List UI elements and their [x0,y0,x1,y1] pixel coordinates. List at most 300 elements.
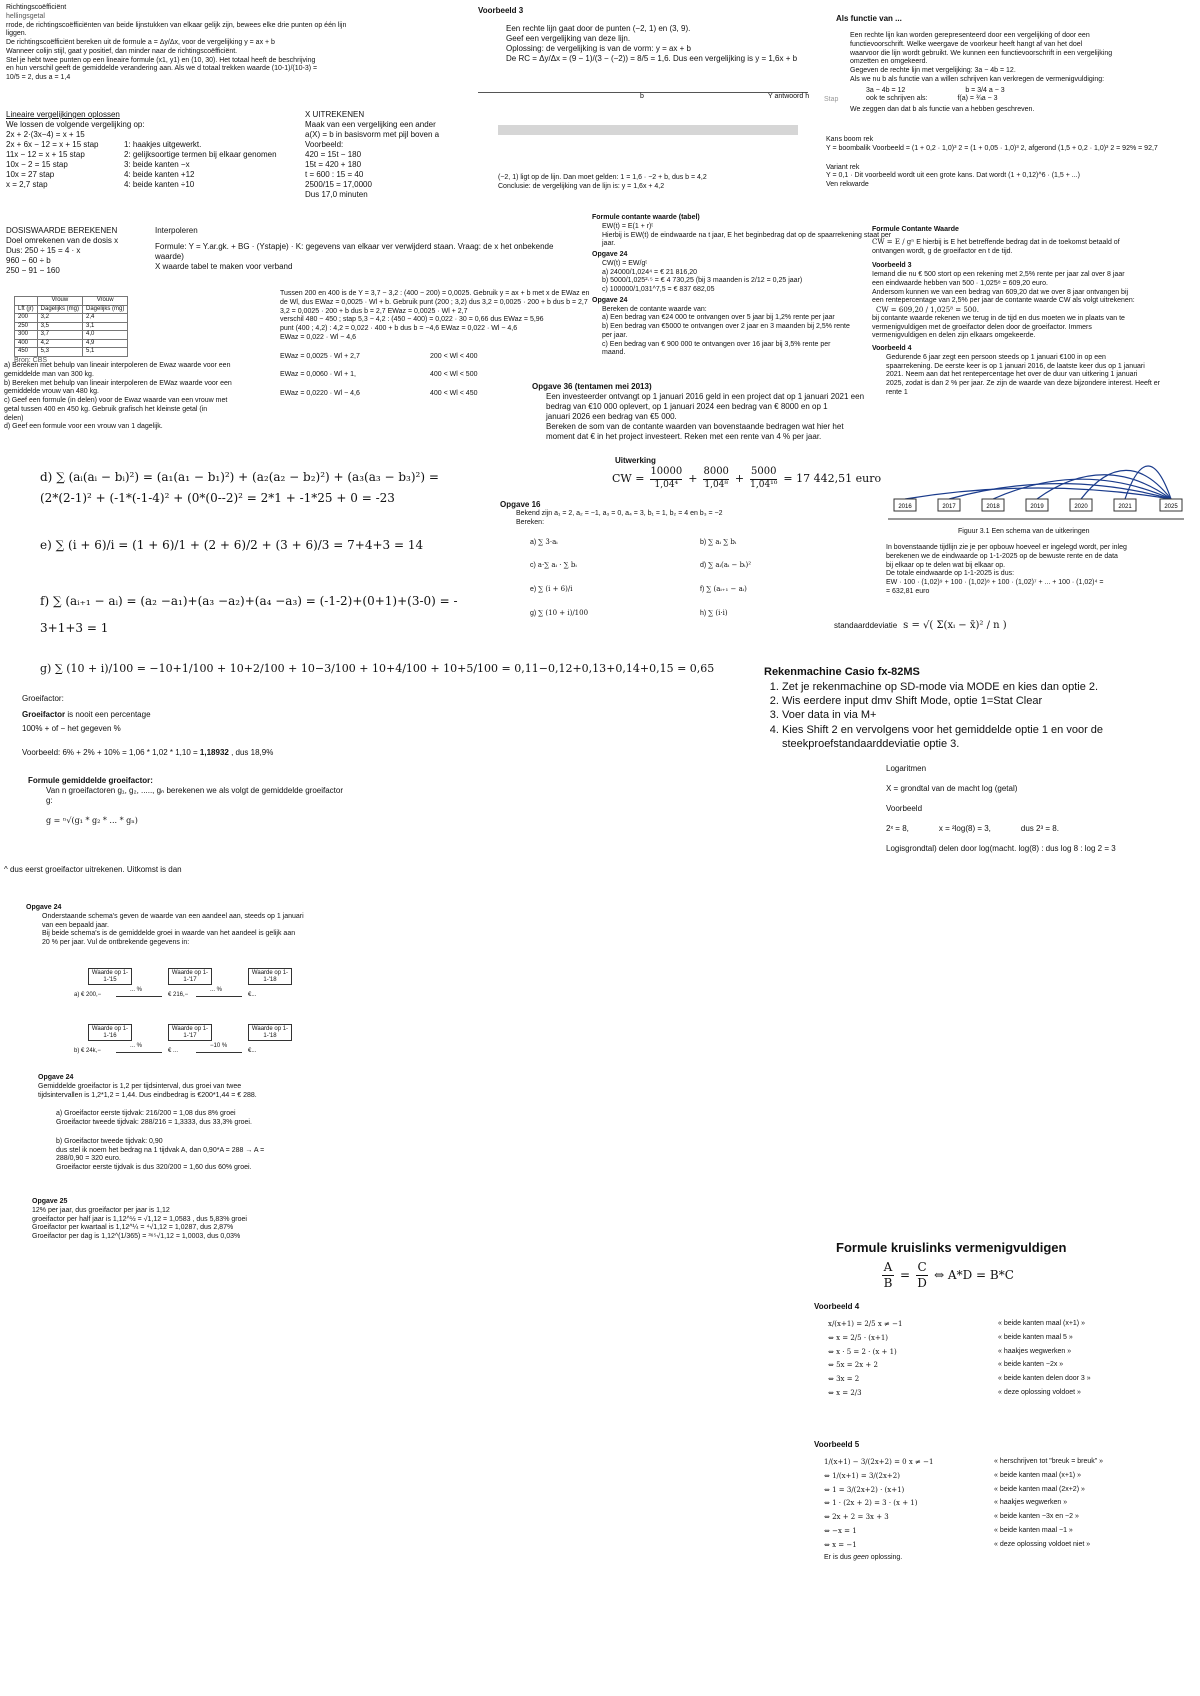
cw-vb4-heading: Voorbeeld 4 [872,345,912,352]
kruis-end-a: Er is dus [824,1554,854,1562]
kruis-row [824,1458,1198,1467]
opg16-item-label: a) [530,538,539,546]
opg24-line: a) 24000/1,024⁴ = € 21 816,20 [602,268,698,276]
rc-line: De richtingscoëfficiënt bereken uit de formule a = Δy/Δx, voor de vergelijking y = ax + b [6,39,275,46]
table-column-header: Dagelijks (mg) [83,305,128,314]
functie-line: omzetten en omgekeerd. [850,58,928,66]
dosis-section [6,226,156,276]
lineair-step-note: 4: beide kanten ÷10 [124,180,195,189]
lineair-step-note: 4: beide kanten +12 [124,170,195,179]
opg16-item-expr: ∑ (i·i) [708,608,728,617]
opg16-item [530,609,700,619]
kruis-row-eq: ⇔ 1/(x+1) = 3/(2x+2) [824,1471,900,1480]
cw-vb4-line: spaarrekening. De eerste keer is op 1 januari 2016, de laatste keer dus op 1 januari [886,362,1145,370]
log-heading: Logaritmen [886,764,927,773]
kruis-result: ⇔ A*D = B*C [934,1268,1014,1283]
kruis-row-comment: « beide kanten maal (x+1) » [994,1471,1081,1479]
kruis-vb5-heading: Voorbeeld 5 [814,1440,860,1449]
lineair-step-note: 2: gelijksoortige termen bij elkaar genomen [124,150,277,159]
lineair-step-eq: 10x = 27 stap [6,170,55,179]
opg16-item [530,538,700,548]
interp-question: getal tussen 400 en 450 kg. Gebruik grafisch het kleinste getal (in [4,405,208,413]
kruis-vb5-rows [814,1458,1198,1549]
mid-para-line: punt (400 ; 4,2) : 4,2 = 0,022 · 400 + b dus b = −4,6 EWaz = 0,022 · Wl − 4,6 [280,325,518,332]
opg24-line: 20 % per jaar. Vul de ontbrekende gegevens in: [42,939,190,946]
cw-vb3-lines [872,271,1196,306]
functie-eq1: 3a − 4b = 12 [866,86,906,94]
kruis-row-comment: « beide kanten maal −1 » [994,1526,1073,1534]
kruis-row [824,1472,1198,1481]
interp-question: delen) [4,414,24,422]
timeline-year: 2019 [1030,504,1044,510]
opg16-item-label: g) [530,609,539,617]
kruis-row-comment: « haakjes wegwerken » [994,1499,1068,1507]
cw-vb4-conclusion-line: EW · 100 · (1,02)⁹ + 100 · (1,02)⁸ + 100 · (1,02)⁷ + ... + 100 · (1,02)⁴ = [886,579,1104,586]
table-cell: 3,5 [37,322,82,331]
opg25-line: groeifactor per half jaar is 1,12^½ = √1,12 = 1,0583 , dus 5,83% groei [32,1215,247,1223]
kruis-end-b: oplossing. [868,1554,903,1562]
kruis-row [824,1499,1198,1508]
uitrekenen-line: 420 = 15t − 180 [305,150,362,159]
functie-end: We zeggen dan dat b als functie van a hebben geschreven. [850,106,1035,113]
stdev-expression: s = √( Σ(xᵢ − x̄)² / n ) [903,620,1007,631]
groei-note: ^ dus eerst groeifactor uitrekenen. Uitkomst is dan [4,865,182,874]
cw-vb4-conclusion-line: berekenen we de eindwaarde op 1-1-2025 op de bewuste rente en de data [886,552,1118,560]
cw-heading: Formule Contante Waarde [872,226,959,233]
interp-line: waarde) [155,252,184,261]
cw-vb4-line: 2025, zodat is dan 2 % per jaar. Ze zijn de waarde van deze bijzondere interest. Heeft er [886,380,1160,387]
opg16-item [700,561,830,571]
table-cell: 450 [15,348,38,357]
casio-step: 4. Kies Shift 2 en vervolgens voor het gemiddelde optie 1 en voor de steekproefstandaarddeviatie optie 3. [782,723,1184,752]
kruis-vb4-heading: Voorbeeld 4 [814,1302,860,1311]
kruis-row-eq: ⇔ 5x = 2x + 2 [828,1361,878,1370]
opg16-items [500,538,800,619]
table-cell: 4,0 [83,331,128,340]
sigma-f [40,594,500,636]
table-row [15,314,128,323]
rc-subtitle: hellingsgetal [6,12,45,20]
sigma-e-line: ∑ (i + 6)/i = (1 + 6)/1 + (2 + 6)/2 + (3 + 6)/3 = 7+4+3 = 14 [55,538,424,552]
opg16-heading: Opgave 16 [500,500,541,509]
v3-conclusion [498,174,798,192]
cw-formula-note2: ontvangen wordt, g de groeifactor en t de tijd. [872,247,1013,255]
mid-para-line: verschil 480 − 450 ; stap 5,3 − 4,2 : (450 − 400) = 0,022 · 30 = 0,66 dus EWaz = 5,96 [280,316,544,324]
variant-line: Y = 0,1 · Dit voorbeeld wordt uit een grote kans. Dat wordt (1 + 0,12)^6 · (1,5 + ...) [826,172,1080,180]
rc-line: Wanneer colijn stijl, gaat y positief, dan minder naar de richtingscoëfficiënt. [6,47,238,55]
opg24-uitw-heading: Opgave 24 [38,1074,74,1081]
cw-vb3-heading: Voorbeeld 3 [872,262,912,270]
v3-line: De RC = Δy/Δx = (9 − 1)/(3 − (−2)) = 8/5 = 1,6. Dus een vergelijking is y = 1,6x + b [506,54,798,63]
schema-value: b) € 24k,− [74,1048,101,1054]
opg24-line: CW(t) = EW/gᵗ [602,259,647,267]
schema-box: Waarde op 1-1-'18 [248,968,292,985]
schema-arrow [116,996,162,997]
rc-line: 10/5 = 2, dus a = 1,4 [6,74,71,81]
kruis-row [828,1334,1198,1343]
table-row [15,331,128,340]
kruis-heading: Formule kruislinks vermenigvuldigen [836,1240,1067,1255]
kruis-vb4-rows [814,1320,1198,1398]
opg16-item-label: c) [530,562,538,570]
kruis-row-eq: ⇔ x · 5 = 2 · (x + 1) [828,1347,897,1356]
opg16-line: Bereken: [516,518,545,526]
opg24b-lines [592,306,876,359]
v3-foot-right: Y antwoord h [768,93,810,100]
interp-question: gemiddelde vrouw van 480 kg. [4,388,99,396]
kansboom-heading: Kans boom rek [826,136,874,143]
lineair-step-eq: 10x − 2 = 15 stap [6,160,68,169]
uitrekenen-line: Maak van een vergelijking een ander [305,120,436,129]
interp-question: a) Bereken met behulp van lineair interpoleren de Ewaz waarde voor een [4,362,231,369]
sigma-e-label: e) [40,538,52,552]
interp-question: gemiddelde man van 300 kg. [4,370,94,378]
table-cell: 3,1 [83,322,128,331]
opg24b-line: c) Een bedrag van € 900 000 te ontvangen over 16 jaar bij 3,5% rente per [602,340,831,348]
lineair-step [6,150,296,160]
opg36-line: bedrag van €10 000 oplevert, op 1 januari 2024 een bedrag van € 8000 en op 1 [546,402,828,411]
log-line: Voorbeeld [886,804,923,813]
opg25-heading: Opgave 25 [32,1198,68,1205]
cw-vb3-line2: vermenigvuldigen met de groeifactor delen door de groeifactor. Immers [872,323,1092,331]
opg16-item [530,585,700,595]
groei-formula: g = ⁿ√(g₁ * g₂ * ... * gₙ) [46,816,138,825]
log-e2: x = ²log(8) = 3, [938,824,991,833]
functie-line: Als we nu b als functie van a willen schrijven kan verkregen de vermenigvuldiging: [850,75,1105,83]
voorbeeld3-section [478,6,798,64]
table-row [15,348,128,357]
kruis-C: C [917,1260,927,1275]
kruis-row-eq: ⇔ −x = 1 [824,1526,857,1535]
rc-line: Stel je hebt twee punten op een lineaire formule (x1, y1) en (10, 30). Het totaal heeft de beschrijving [6,56,316,64]
kruis-row [824,1527,1198,1536]
opg24-b-line: b) Groeifactor tweede tijdvak: 0,90 [56,1137,163,1145]
v3-line: Een rechte lijn gaat door de punten (−2, 1) en (3, 9). [506,24,691,33]
opg24b-line: per jaar. [602,331,628,339]
opg16-item-label: h) [700,609,709,617]
groei-formula-line: g: [46,796,53,805]
sigma-e [40,538,480,553]
table-cell: 300 [15,331,38,340]
kruis-row-comment: « beide kanten −3x en −2 » [994,1513,1079,1520]
dosis-line: Dus: 250 ÷ 15 = 4 · x [6,246,81,255]
cw-calc [612,466,881,491]
schema-percentage: ... % [130,987,143,993]
table-row [15,322,128,331]
ewaz-row [280,353,600,362]
table-cell: 4,2 [37,339,82,348]
interp-formula: Formule: Y = Y.ar.gk. + BG · (Ystapje) · K: gegevens van elkaar ver verwijderd staan. Vraag: de x het onbekende [155,242,554,251]
cw-fraction [703,466,728,491]
timeline-year: 2020 [1074,504,1088,510]
cw-vb3-line: Iemand die nu € 500 stort op een rekening met 2,5% rente per jaar zal over 8 jaar [872,271,1125,278]
opg16-item-label: f) [700,586,707,593]
opgave24-section [26,904,406,948]
kruis-row-comment: « deze oplossing voldoet niet » [994,1540,1091,1548]
kruis-row-eq: ⇔ 1 · (2x + 2) = 3 · (x + 1) [824,1499,918,1508]
casio-step: 1. Zet je rekenmachine op SD-mode via MODE en kies dan optie 2. [782,680,1184,694]
rc-title: Richtingscoëfficiënt [6,4,67,11]
kruis-row-comment: « beide kanten maal (x+1) » [998,1320,1085,1327]
kruis-row-eq: 1/(x+1) − 3/(2x+2) = 0 x ≠ −1 [824,1458,934,1466]
opg36-line: moment dat € in het project investeert. Reken met een rente van 4 % per jaar. [546,432,822,441]
table-column-header: Dagelijks (mg) [37,305,82,314]
lineair-steps [6,140,296,190]
opg24b-line: maand. [602,349,626,357]
table-cell: 200 [15,314,38,323]
log-section [886,764,1196,854]
lineair-heading: Lineaire vergelijkingen oplossen [6,110,120,119]
kruis-row-eq: ⇔ 3x = 2 [828,1375,860,1383]
v3-line: Conclusie: de vergelijking van de lijn is: y = 1,6x + 4,2 [498,182,665,190]
opg16-item-label: b) [700,538,709,546]
opg24-heading: Opgave 24 [592,251,628,258]
dosis-line: 250 − 91 − 160 [6,266,60,275]
kruis-row-eq: ⇔ 1 = 3/(2x+2) · (x+1) [824,1485,905,1494]
opg25-lines [32,1207,352,1242]
small-data-table [14,296,128,357]
cw-denominator: 1,04⁴ [654,479,679,490]
opg24-uitwerking [38,1074,418,1173]
kansboom-line: Y = boombalik Voorbeeld = (1 + 0,2 · 1,0)³ 2 = (1 + 0,05 · 1,0)³ 2, afgerond (1,5 + 0,2 · 1,0)³ 2 = 92% = 92,7 [826,144,1158,152]
opg25-line: Groeifactor per dag is 1,12^(1/365) = ³⁶⁵√1,12 = 1,0003, dus 0,03% [32,1233,241,1240]
table-cell: 2,4 [83,314,128,323]
cw-vb4-conclusion-line: De totale eindwaarde op 1-1-2025 is dus: [886,570,1015,578]
kruis-row-comment: « beide kanten maal (2x+2) » [994,1485,1085,1493]
opg24-a-line: a) Groeifactor eerste tijdvak: 216/200 = 1,08 dus 8% groei [56,1110,236,1118]
cw-vb4-conclusion-line: = 632,81 euro [886,587,930,595]
opg24-b-line: Groeifactor eerste tijdvak is dus 320/200 = 1,60 dus 60% groei. [56,1164,252,1171]
log-line: X = grondtal van de macht log (getal) [886,784,1018,793]
timeline-caption: Figuur 3.1 Een schema van de uitkeringen [958,528,1090,535]
lineair-step [6,170,296,180]
uitrekenen-line: 2500/15 = 17,0000 [305,180,372,189]
table-cell: 5,3 [37,348,82,357]
dosis-heading: DOSISWAARDE BEREKENEN [6,226,118,235]
mid-para-line: 3,2 = 0,0025 · 200 + b dus b = 2,7 EWaz = 0,0025 · Wl + 2,7 [280,307,468,315]
sigma-d-label: d) [40,470,53,484]
sigma-f-line2: 3+1+3 = 1 [40,621,109,635]
cw-fraction [750,466,777,491]
sigma-d [40,470,480,506]
opg16-item-expr: ∑ aᵢ ∑ bᵢ [708,537,737,546]
kruis-section [836,1240,1196,1291]
sigma-f-label: f) [40,594,50,608]
ewaz-table [14,296,128,365]
lineair-step-eq: x = 2,7 stap [6,180,48,189]
cw-vb4-line: Gedurende 6 jaar zegt een persoon steeds op 1 januari €100 in op een [886,353,1106,361]
kruis-D: D [917,1276,927,1291]
cw-denominator: 1,04¹⁰ [750,479,778,490]
opg16-item-expr: ∑ 3·aᵢ [538,537,558,546]
table-cell: 4,9 [83,339,128,348]
timeline-year: 2017 [942,504,956,510]
schema-box: Waarde op 1-1-'17 [168,1024,212,1041]
kruis-row-eq: x/(x+1) = 2/5 x ≠ −1 [828,1320,903,1328]
kruis-end-i: geen [853,1554,869,1562]
kruis-row-eq: ⇔ 2x + 2 = 3x + 3 [824,1513,889,1521]
table-caption: Bron: CBS [14,356,48,364]
ewaz-formula: EWaz = 0,0220 · Wl − 4,6 [280,390,360,397]
interp-heading: Interpoleren [155,226,198,235]
opg24b-line: Bereken de contante waarde van: [602,305,707,313]
opg24-uitw-line: tijdsintervallen is 1,2*1,2 = 1,44. Dus eindbedrag is €200*1,44 = € 288. [38,1091,257,1099]
log-line: Logisgrondtal) delen door log(macht. log(8) : dus log 8 : log 2 = 3 [886,844,1116,853]
opg24-aandeel-heading: Opgave 24 [26,904,62,911]
opgave36-section [532,382,872,442]
variant-heading: Variant rek [826,163,860,171]
lineair-section [6,110,296,190]
variant-end: Ven rekwarde [826,181,869,188]
functie-line: functievoorschrift. Welke weergave de voorkeur heeft hangt af van het doel [850,40,1083,48]
log-e3: dus 2³ = 8. [1020,824,1059,833]
cw-label: CW = [612,471,645,485]
opg16-item [700,609,830,619]
groei-example-bold: 1,18932 [199,748,229,757]
schema-percentage: −10 % [210,1043,228,1049]
interp-question: c) Geef een formule (in delen) voor de Ewaz waarde van een vrouw met [4,397,228,404]
opg16-item-expr: ∑ (i + 6)/i [538,585,573,593]
uitrekenen-line: 15t = 420 + 180 [305,160,362,169]
timeline-year: 2018 [986,504,1000,510]
table-group-header: Vrouw [83,297,128,306]
timeline-year: 2025 [1164,504,1178,510]
groei-formula-line: Van n groeifactoren g₁, g₂, ....., gₙ berekenen we als volgt de gemiddelde groeifactor [46,786,344,795]
opg16-item-label: e) [530,586,539,593]
opg25-line: Groeifactor per kwartaal is 1,12^¼ = ⁴√1,12 = 1,0287, dus 2,87% [32,1224,234,1232]
cw-vb4-lines [872,354,1196,398]
kruis-row-comment: « beide kanten delen door 3 » [998,1375,1091,1382]
table-cell: 5,1 [83,348,128,357]
casio-step: 3. Voer data in via M+ [782,708,1184,722]
schema-value: €... [248,992,257,998]
schema-arrow [196,996,242,997]
cw-vb4-conclusion [886,544,1196,597]
table-cell: 3,7 [37,331,82,340]
functie-line: Een rechte lijn kan worden gerepresenteerd door een vergelijking of door een [850,32,1090,39]
timeline-arcs [905,466,1171,499]
table-cell: 400 [15,339,38,348]
sigma-d-line1: ∑ (aᵢ(aᵢ − bᵢ)²) = (a₁(a₁ − b₁)²) + (a₂(a₂ − b₂)²) + (a₃(a₃ − b₃)²) = [56,470,439,484]
ewaz-domain: 400 < Wl < 450 [430,390,478,397]
opg36-line: januari 2026 een bedrag van €5 000. [546,412,677,421]
lineair-equation: 2x + 2·(3x−4) = x + 15 [6,130,85,139]
uitrekenen-line: a(X) = b in basisvorm met pijl boven a [305,130,440,139]
sigma-g [40,662,715,676]
table-row [15,339,128,348]
kruis-A: A [883,1260,893,1275]
cw-denominator: 1,04⁸ [704,479,729,490]
lineair-step [6,160,296,170]
cw-terms [650,466,777,491]
schema-percentage: ... % [210,987,223,993]
opgave25-section [32,1198,352,1242]
opg24-line: Onderstaande schema's geven de waarde van een aandeel aan, steeds op 1 januari [42,912,304,920]
opg24-line: Bij beide schema's is de gemiddelde groei in waarde van het aandeel is gelijk aan [42,930,296,938]
lineair-step [6,140,296,150]
dosis-line: 960 − 60 ÷ b [6,256,51,265]
opg24b-line: a) Een bedrag van €24 000 te ontvangen over 5 jaar bij 1,2% rente per jaar [602,314,835,322]
opg24b-heading: Opgave 24 [592,296,628,304]
functie-lines [836,32,1196,85]
groei-rest: is nooit een percentage [65,710,151,719]
functie-heading: Als functie van ... [836,14,902,23]
opgave16-section [500,500,800,619]
cw-formula: CW = E / gⁿ [872,237,915,246]
opg24-a-line: Groeifactor tweede tijdvak: 288/216 = 1,3333, dus 33,3% groei. [56,1119,252,1126]
functie-line: Gegeven de rechte lijn met vergelijking: 3a − 4b = 12. [850,67,1016,74]
kruis-row [828,1375,1198,1384]
cw-formula-note: E hierbij is E het betreffende bedrag dat in de toekomst betaald of [916,238,1120,246]
opg24-b-line: 288/0,90 = 320 euro. [56,1155,121,1163]
log-e1: 2ˣ = 8, [886,824,909,833]
casio-steps [764,680,1184,751]
v3-line: Oplossing: de vergelijking is van de vorm: y = ax + b [506,44,691,53]
schema-percentage: ... % [130,1043,143,1049]
timeline-year: 2016 [898,504,912,510]
opg24b-line: b) Een bedrag van €5000 te ontvangen over 2 jaar en 3 maanden bij 2,5% rente [602,323,850,330]
schema-box: Waarde op 1-1-'17 [168,968,212,985]
kruis-row [828,1361,1198,1370]
opg16-item-expr: a·∑ aᵢ · ∑ bᵢ [537,561,577,570]
uitrekenen-lines [305,120,455,200]
ewaz-domain: 200 < Wl < 400 [430,352,478,360]
opg16-item-label: d) [700,562,709,570]
schema-value: € 216,− [168,992,189,998]
interp-line [155,242,575,252]
functie-line: waarvoor die lijn wordt gebruikt. We kunnen een functievoorschrift in een vergelijking [850,49,1113,57]
cw-plus: + [734,471,745,485]
opg24-b-line: dus stel ik noem het bedrag na 1 tijdvak A, dan 0,90*A = 288 → A = [56,1146,265,1154]
functie-eq1r: b = 3/4 a − 3 [965,86,1005,94]
contante-section [872,226,1196,398]
schema-box: Waarde op 1-1-'15 [88,968,132,985]
v3-line: (−2, 1) ligt op de lijn. Dan moet gelden: 1 = 1,6 · −2 + b, dus b = 4,2 [498,174,707,181]
cw-fraction [650,466,682,491]
kruis-row-eq: ⇔ x = −1 [824,1540,857,1549]
lineair-step-eq: 11x − 12 = x + 15 stap [6,150,85,159]
opg24-uitw-line: Gemiddelde groeifactor is 1,2 per tijdsinterval, dus groei van twee [38,1082,242,1090]
table-column-header: Lft (jr) [15,305,38,314]
casio-section [764,666,1184,751]
kruis-vb5 [814,1440,1198,1563]
payment-timeline-figure [888,455,1188,535]
uitrekenen-heading: X UITREKENEN [305,110,365,119]
opg16-item [530,561,700,571]
mid-para-line: de Wl, dus EWaz = 0,0025 · Wl + b. Gebruik punt (200 ; 3,2) dus 3,2 = 0,0025 · 200 + b dus b = 2,7 [280,298,588,306]
kruis-row-comment: « haakjes wegwerken » [998,1347,1072,1355]
uitrekenen-line: Dus 17,0 minuten [305,190,368,199]
v3-foot-left: b [640,93,644,100]
cw-vb3-line: een rentepercentage van 2,5% per jaar de contante waarde CW als volgt uitrekenen: [872,297,1135,305]
ewaz-formula: EWaz = 0,0060 · Wl + 1, [280,371,356,379]
opg36-heading: Opgave 36 (tentamen mei 2013) [532,382,652,391]
lineair-step [6,180,296,190]
opg36-lines [532,392,872,442]
kruis-row-comment: « beide kanten maal 5 » [998,1333,1073,1341]
groei-example-end: , dus 18,9% [228,748,274,757]
cw-numerator: 8000 [703,466,729,477]
schema-arrow [196,1052,242,1053]
ct-line: jaar. [602,240,616,248]
kruis-row-comment: « herschrijven tot "breuk = breuk" » [994,1458,1104,1465]
lineair-intro: We lossen de volgende vergelijking op: [6,120,145,129]
sigma-g-line: ∑ (10 + i)/100 = −10+1/100 + 10+2/100 + 10−3/100 + 10+4/100 + 10+5/100 = 0,11−0,12+0,13+0,14+0,15 = 0,65 [54,662,715,675]
mid-paragraph [280,290,600,343]
kruis-row [828,1348,1198,1357]
timeline-boxes [888,499,1184,519]
opg16-line: Bekend zijn a₁ = 2, a₂ = −1, a₃ = 0, a₄ = 3, b₁ = 1, b₂ = 4 en b₃ = −2 [516,510,723,517]
